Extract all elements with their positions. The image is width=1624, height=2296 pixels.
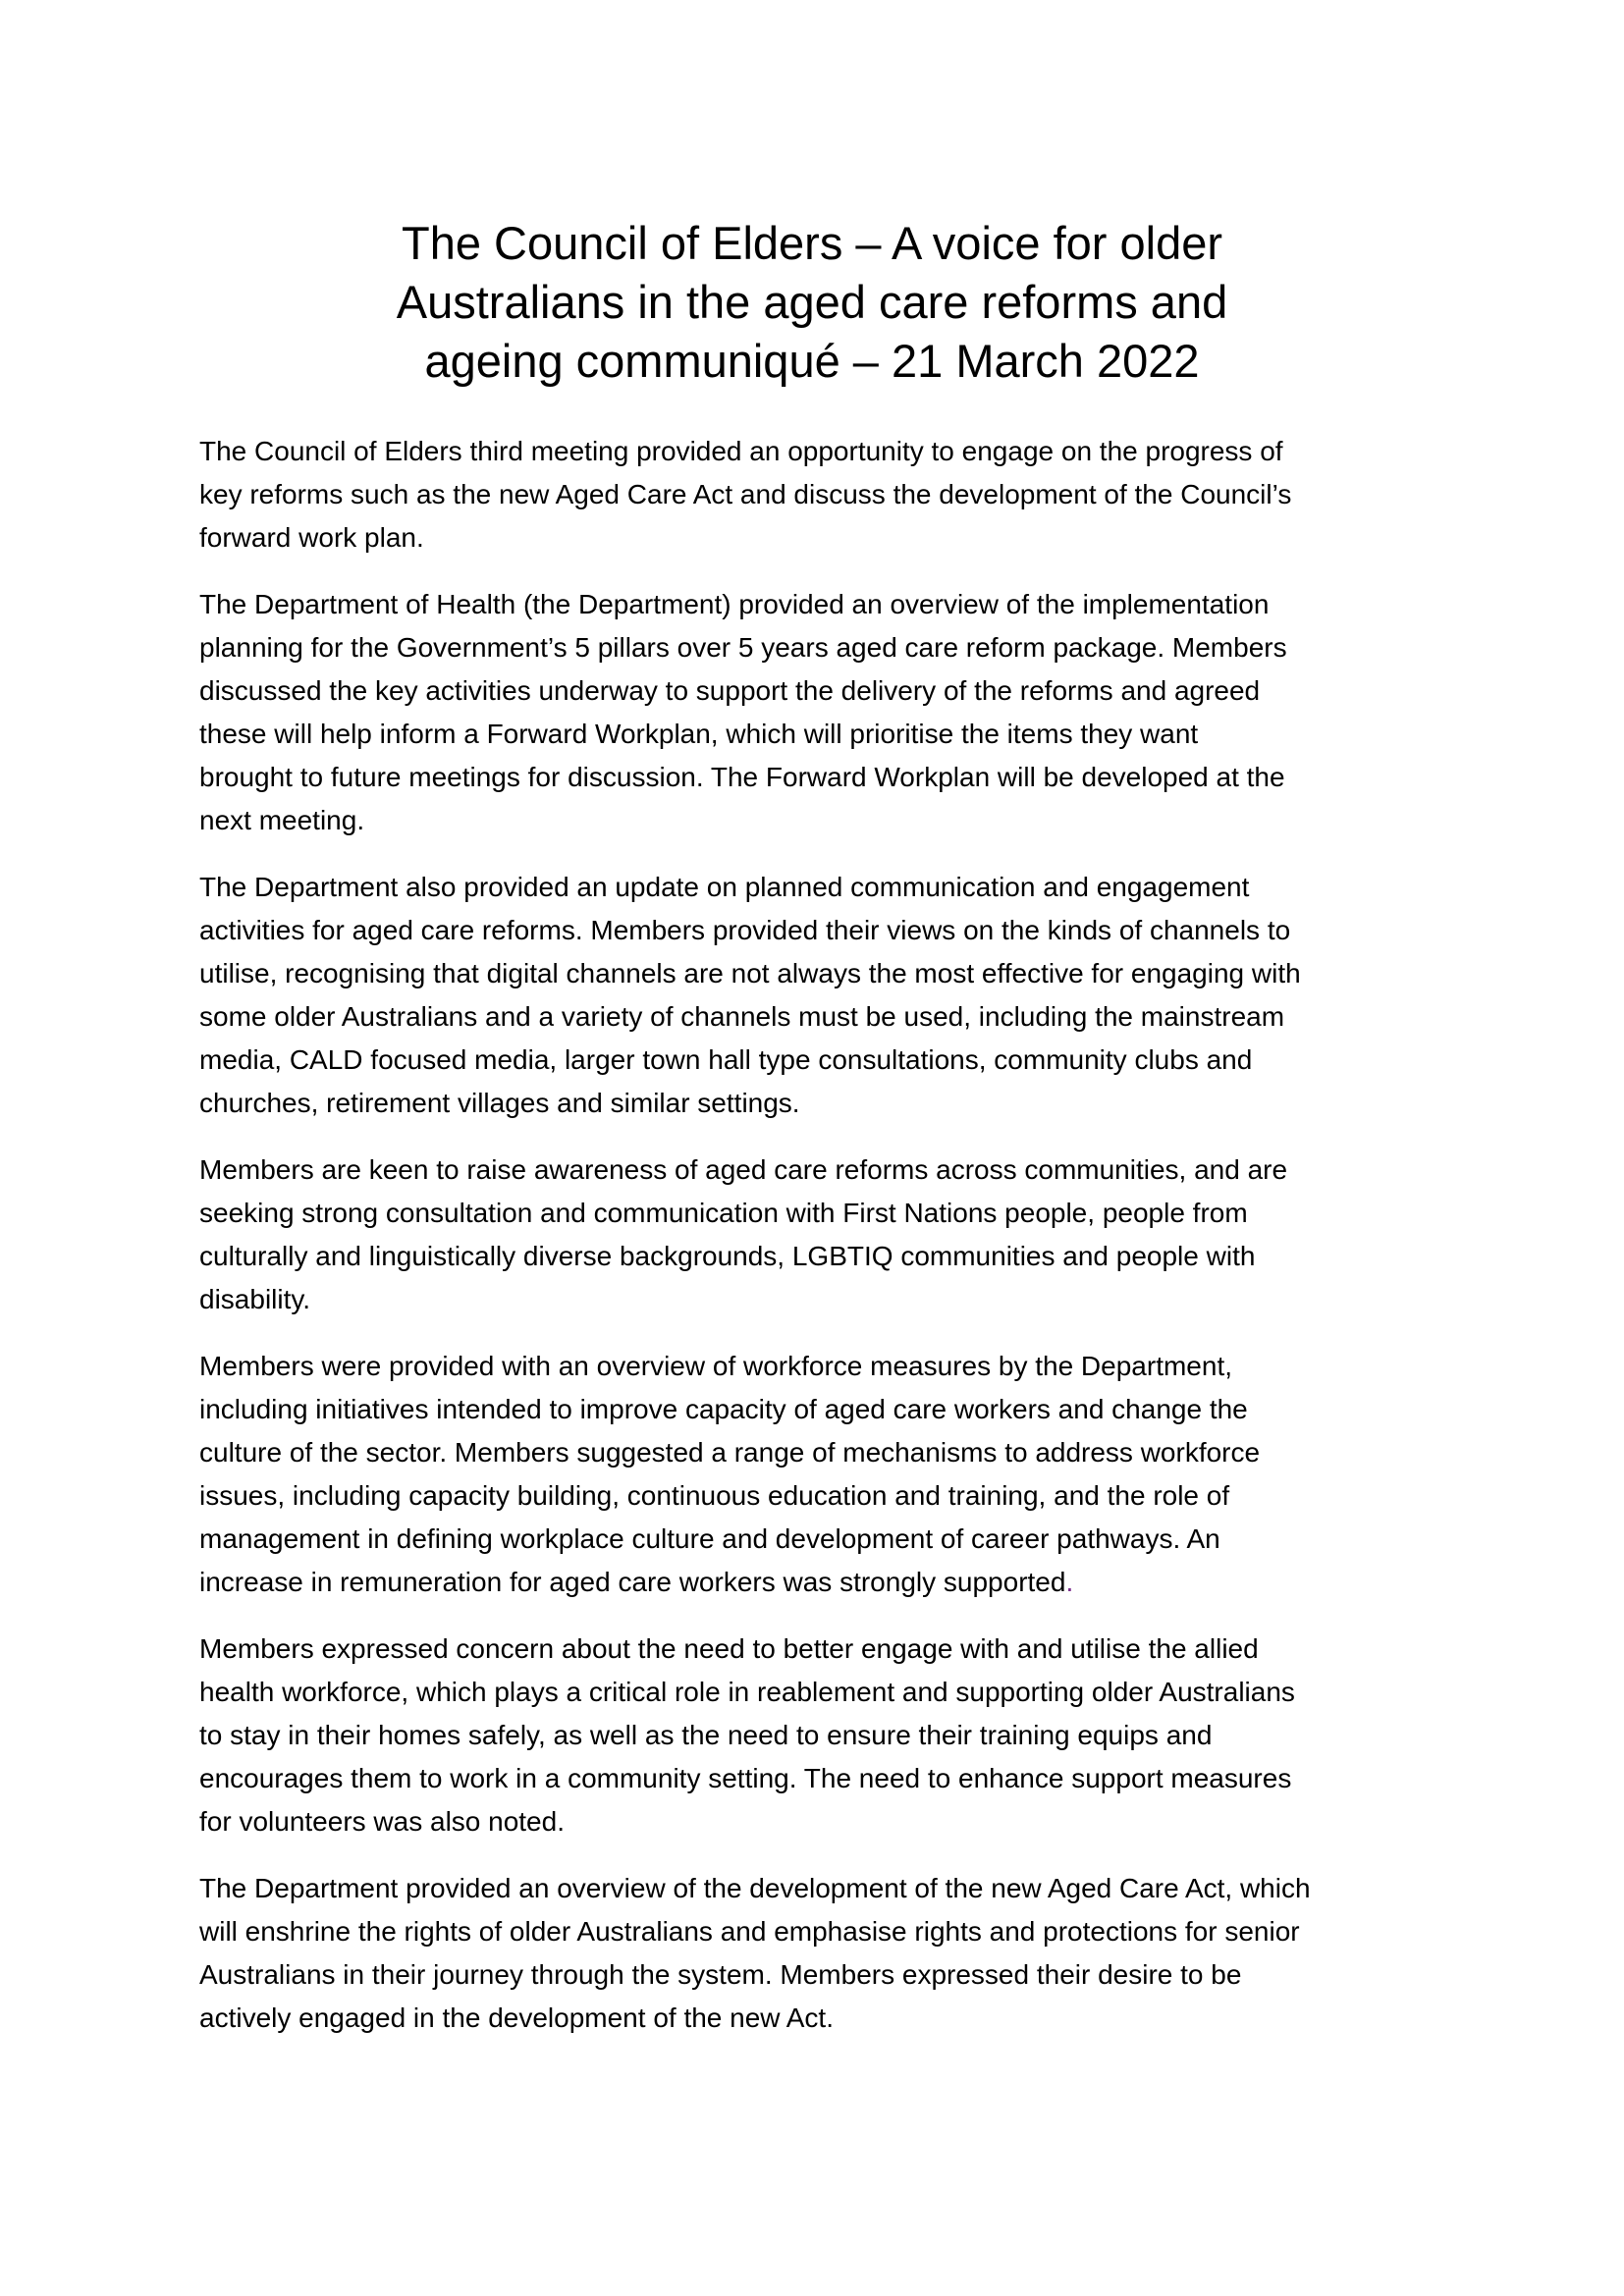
text-line: Australians in their journey through the system. Members expressed their desire to be [199,1959,1242,1990]
text-line: seeking strong consultation and communication with First Nations people, people from [199,1198,1248,1228]
text-line: actively engaged in the development of the new Act. [199,2002,834,2033]
text-line: utilise, recognising that digital channels are not always the most effective for engaging with [199,958,1301,988]
accent-period: . [1065,1567,1074,1597]
text-line: encourages them to work in a community setting. The need to enhance support measures [199,1763,1292,1793]
text-line: some older Australians and a variety of channels must be used, including the mainstream [199,1001,1285,1032]
text-line: The Department provided an overview of the development of the new Aged Care Act, which [199,1873,1311,1903]
text-line: brought to future meetings for discussion. The Forward Workplan will be developed at the [199,762,1285,792]
text-line: health workforce, which plays a critical role in reablement and supporting older Australians [199,1677,1295,1707]
text-line: culture of the sector. Members suggested a range of mechanisms to address workforce [199,1437,1261,1468]
text-line: these will help inform a Forward Workplan, which will prioritise the items they want [199,719,1199,749]
text-line: issues, including capacity building, continuous education and training, and the role of [199,1480,1230,1511]
paragraph-communication-engagement [199,866,1446,1125]
text-line: Members are keen to raise awareness of aged care reforms across communities, and are [199,1154,1288,1185]
text-line: The Department also provided an update on planned communication and engagement [199,872,1250,902]
paragraph-raise-awareness [199,1148,1446,1321]
paragraph-implementation-planning [199,583,1446,842]
text-line: will enshrine the rights of older Australians and emphasise rights and protections for senior [199,1916,1300,1947]
text-line: to stay in their homes safely, as well as the need to ensure their training equips and [199,1720,1213,1750]
text-line: Members expressed concern about the need to better engage with and utilise the allied [199,1633,1259,1664]
title-line: Australians in the aged care reforms and [396,276,1228,328]
text-line: forward work plan. [199,522,424,553]
document-body [199,430,1446,2063]
text-line: activities for aged care reforms. Members provided their views on the kinds of channels to [199,915,1291,945]
paragraph-workforce-measures [199,1345,1446,1604]
text-line: The Department of Health (the Department) provided an overview of the implementation [199,589,1270,619]
text-line: for volunteers was also noted. [199,1806,565,1837]
text-line: disability. [199,1284,311,1314]
text-line: media, CALD focused media, larger town hall type consultations, community clubs and [199,1044,1253,1075]
title-line: The Council of Elders – A voice for older [402,217,1222,269]
paragraph-aged-care-act [199,1867,1446,2040]
document-title [295,214,1329,391]
text-line: management in defining workplace culture and development of career pathways. An [199,1523,1220,1554]
text-line: culturally and linguistically diverse backgrounds, LGBTIQ communities and people with [199,1241,1256,1271]
text-line: next meeting. [199,805,365,835]
text-line: key reforms such as the new Aged Care Act and discuss the development of the Council’s [199,479,1292,509]
paragraph-meeting-overview [199,430,1446,560]
text-line: churches, retirement villages and similar settings. [199,1088,800,1118]
paragraph-allied-health [199,1628,1446,1843]
title-line: ageing communiqué – 21 March 2022 [424,335,1200,387]
text-line: Members were provided with an overview of workforce measures by the Department, [199,1351,1232,1381]
text-line: The Council of Elders third meeting provided an opportunity to engage on the progress of [199,436,1283,466]
text-line: planning for the Government’s 5 pillars over 5 years aged care reform package. Members [199,632,1287,663]
text-line: including initiatives intended to improve capacity of aged care workers and change the [199,1394,1248,1424]
text-line: increase in remuneration for aged care workers was strongly supported [199,1567,1066,1597]
text-line: discussed the key activities underway to support the delivery of the reforms and agreed [199,675,1261,706]
text-line-with-accent [199,1561,1446,1604]
